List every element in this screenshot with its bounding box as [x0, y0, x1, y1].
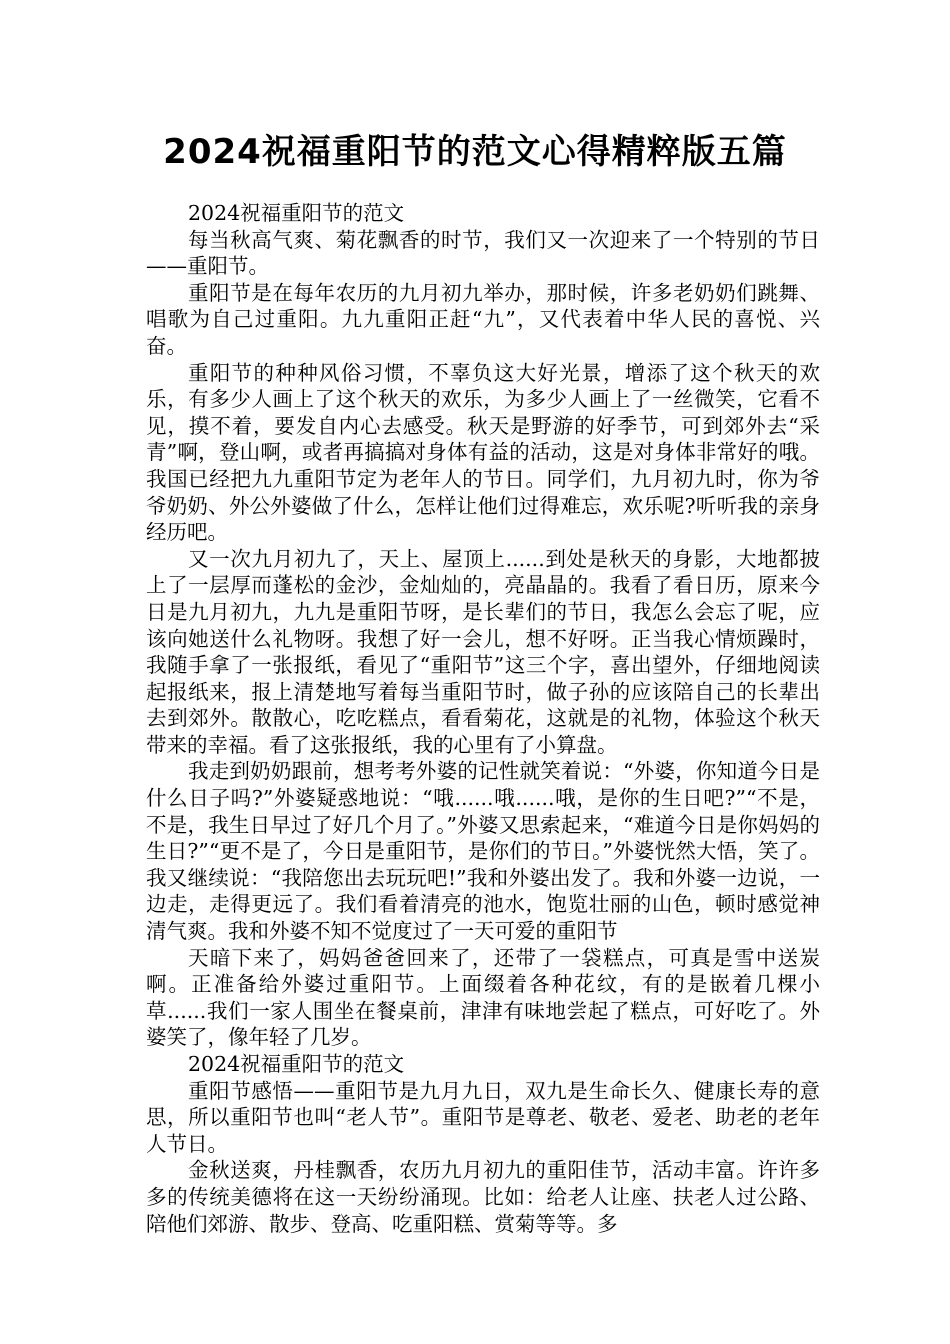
- paragraph: 重阳节的种种风俗习惯，不辜负这大好光景，增添了这个秋天的欢乐，有多少人画上了这个秋天的欢乐，为多少人画上了一丝微笑，它看不见，摸不着，要发自内心去感受。秋天是野游的好季节，可到郊外去“采青”啊，登山啊，或者再搞搞对身体有益的活动，这是对身体非常好的哦。我国已经把九九重阳节定为老年人的节日。同学们，九月初九时，你为爷爷奶奶、外公外婆做了什么，怎样让他们过得难忘，欢乐呢?听听我的亲身经历吧。: [146, 360, 820, 545]
- paragraph: 每当秋高气爽、菊花飘香的时节，我们又一次迎来了一个特别的节日——重阳节。: [146, 227, 820, 279]
- paragraph: 我走到奶奶跟前，想考考外婆的记性就笑着说：“外婆，你知道今日是什么日子吗?”外婆疑惑地说：“哦......哦......哦，是你的生日吧?”“不是，不是，我生日早过了好几个月了。”外婆又思索起来，“难道今日是你妈妈的生日?”“更不是了，今日是重阳节，是你们的节日。”外婆恍然大悟，笑了。我又继续说：“我陪您出去玩玩吧!”我和外婆出发了。我和外婆一边说，一边走，走得更远了。我们看着清亮的池水，饱览壮丽的山色，顿时感觉神清气爽。我和外婆不知不觉度过了一天可爱的重阳节: [146, 759, 820, 944]
- paragraph: 金秋送爽，丹桂飘香，农历九月初九的重阳佳节，活动丰富。许许多多的传统美德将在这一天纷纷涌现。比如：给老人让座、扶老人过公路、陪他们郊游、散步、登高、吃重阳糕、赏菊等等。多: [146, 1158, 820, 1236]
- paragraph: 重阳节是在每年农历的九月初九举办，那时候，许多老奶奶们跳舞、唱歌为自己过重阳。九九重阳正赶“九”，又代表着中华人民的喜悦、兴奋。: [146, 280, 820, 358]
- section-heading: 2024祝福重阳节的范文: [188, 1052, 405, 1076]
- paragraph: 天暗下来了，妈妈爸爸回来了，还带了一袋糕点，可真是雪中送炭啊。正准备给外婆过重阳节。上面缀着各种花纹，有的是嵌着几棵小草......我们一家人围坐在餐桌前，津津有味地尝起了糕点，可好吃了。外婆笑了，像年轻了几岁。: [146, 945, 820, 1050]
- section-heading: 2024祝福重阳节的范文: [188, 201, 405, 225]
- document-body: [146, 200, 820, 1237]
- paragraph: 又一次九月初九了，天上、屋顶上......到处是秋天的身影，大地都披上了一层厚而蓬松的金沙，金灿灿的，亮晶晶的。我看了看日历，原来今日是九月初九，九九是重阳节呀，是长辈们的节日，我怎么会忘了呢，应该向她送什么礼物呀。我想了好一会儿，想不好呀。正当我心情烦躁时，我随手拿了一张报纸，看见了“重阳节”这三个字，喜出望外，仔细地阅读起报纸来，报上清楚地写着每当重阳节时，做子孙的应该陪自己的长辈出去到郊外。散散心，吃吃糕点，看看菊花，这就是的礼物，体验这个秋天带来的幸福。看了这张报纸，我的心里有了小算盘。: [146, 546, 820, 757]
- paragraph: 重阳节感悟——重阳节是九月九日，双九是生命长久、健康长寿的意思，所以重阳节也叫“老人节”。重阳节是尊老、敬老、爱老、助老的老年人节日。: [146, 1078, 820, 1156]
- document-title: 2024祝福重阳节的范文心得精粹版五篇: [163, 132, 787, 172]
